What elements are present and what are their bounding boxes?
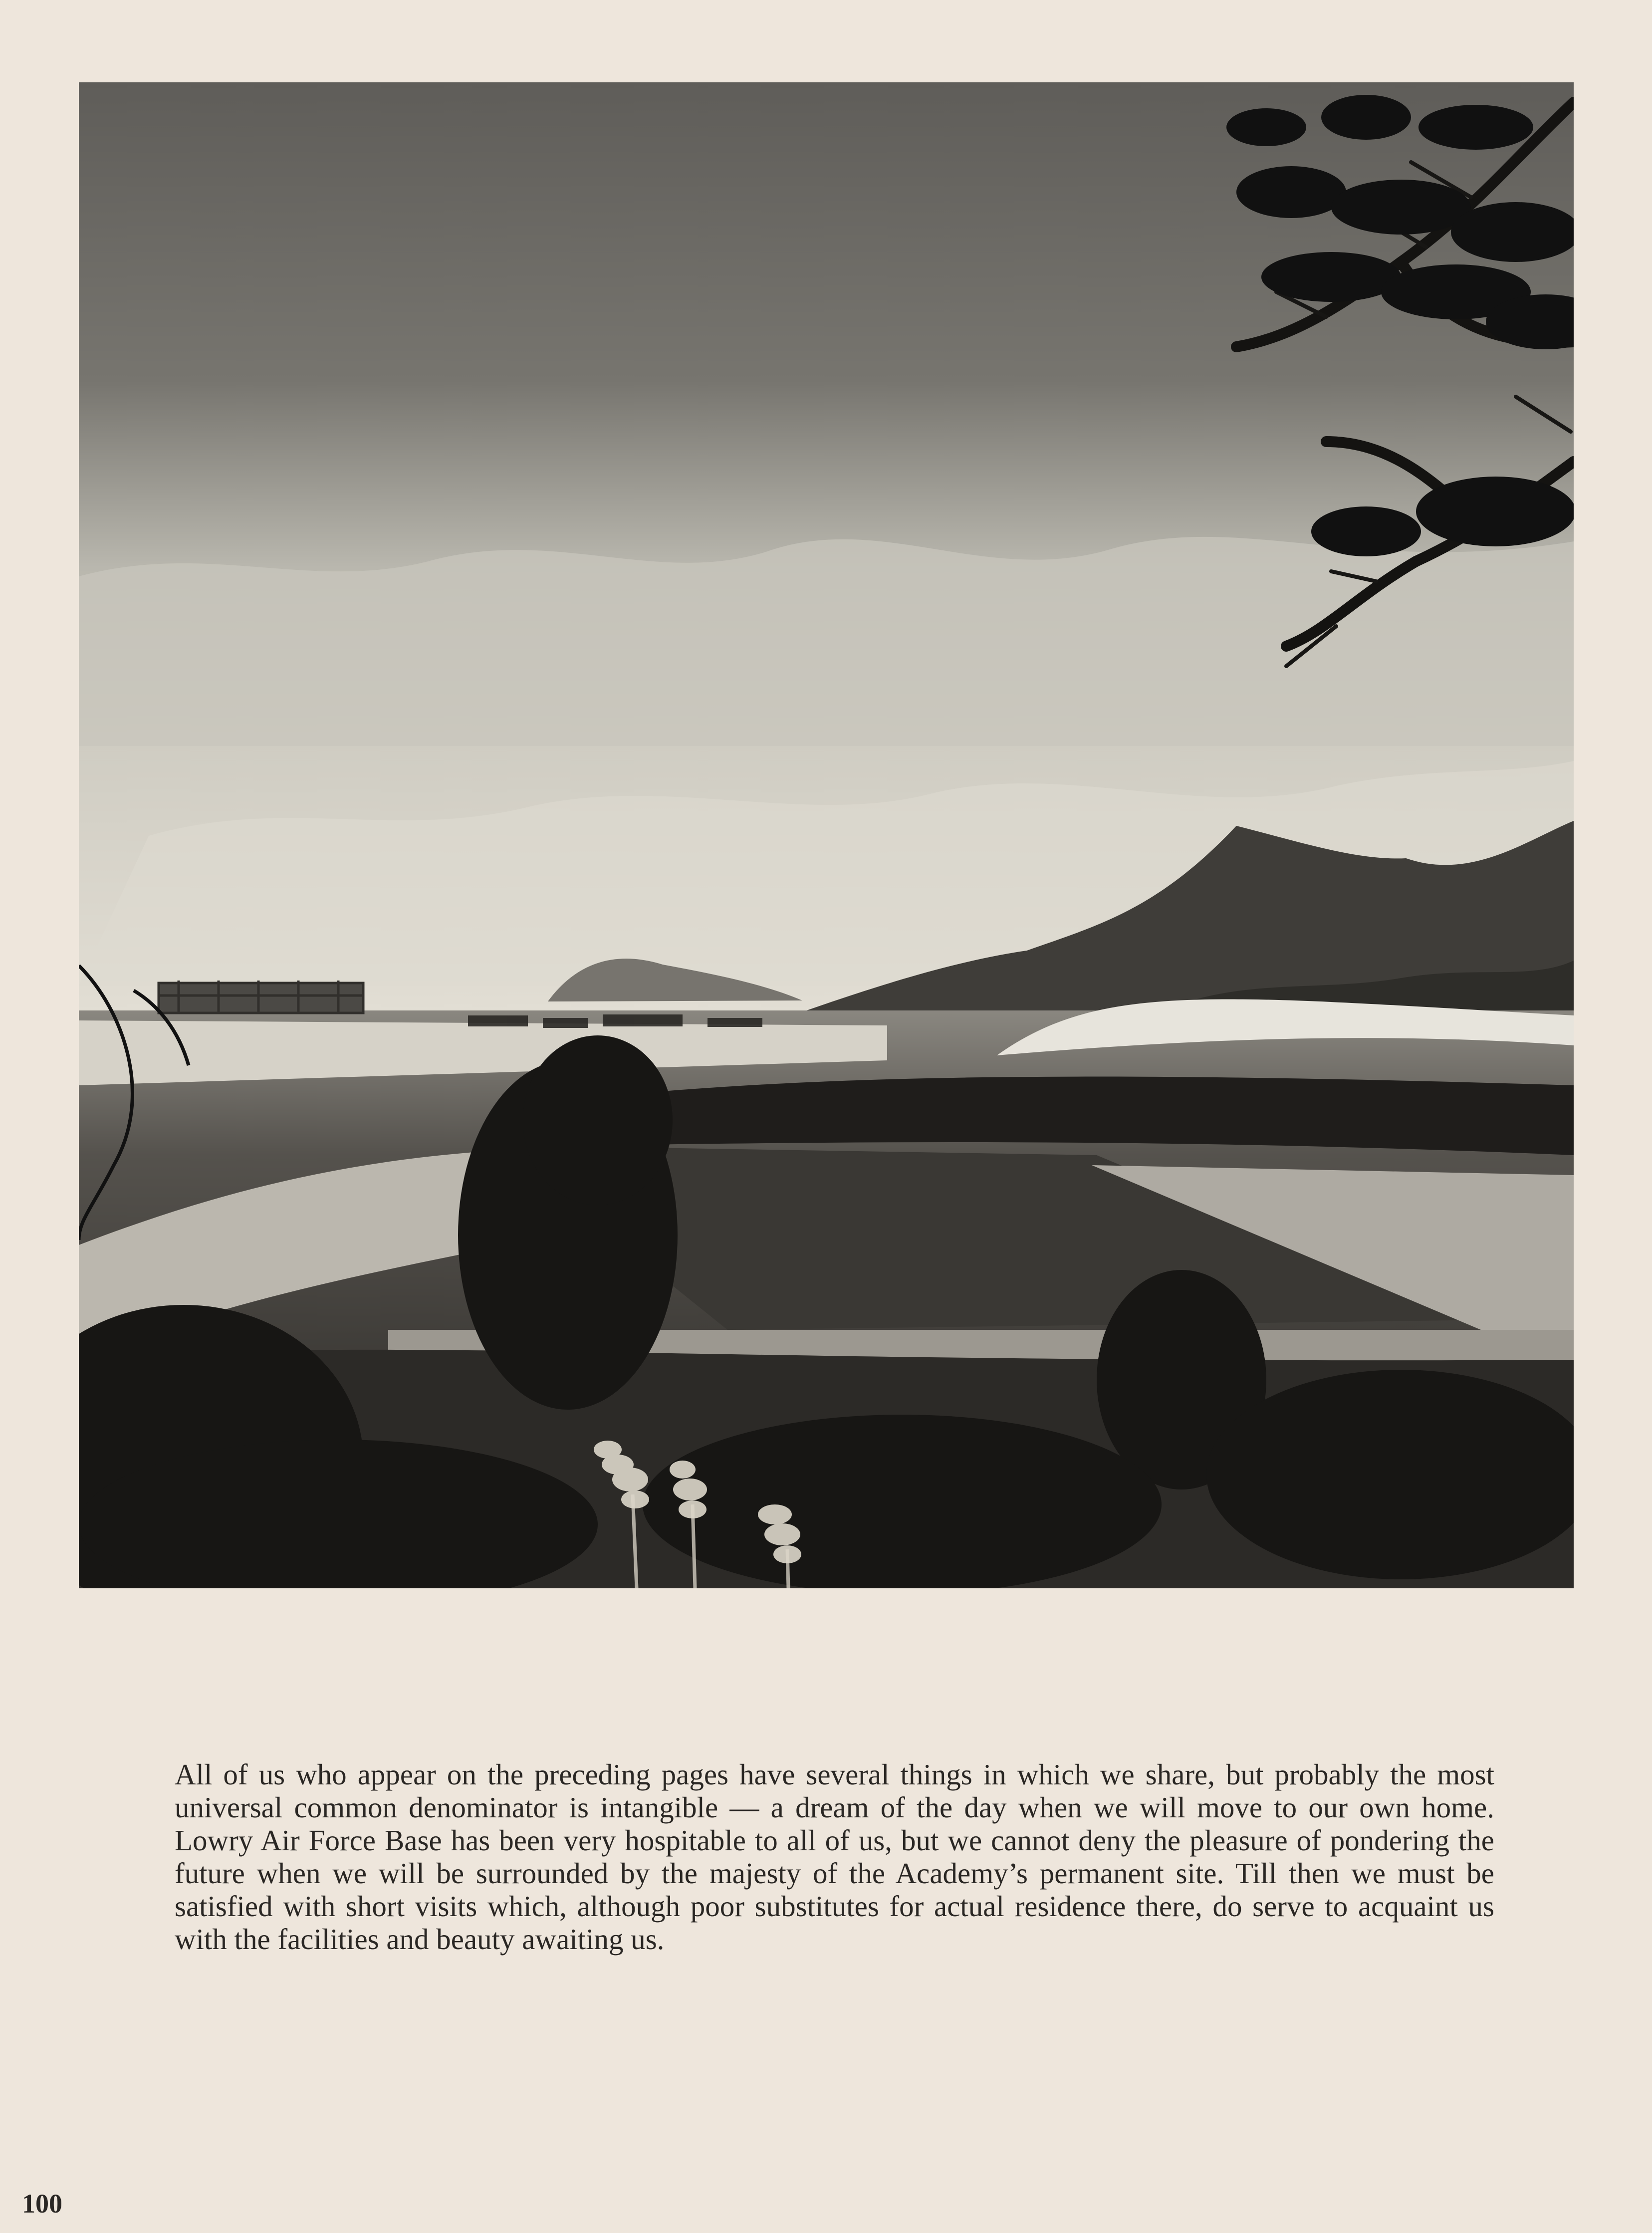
caption-paragraph: All of us who appear on the preceding pages have several things in which we share, but probably the most universal common denominator is intangible — a dream of the day when we will move to our own home. Lowry Air Force Base has been very hospitable to all of us, but we cannot deny the pleasure of pondering the future when we will be surrounded by the majesty of the Academy’s permanent site. Till then we must be satisfied with short visits which, although poor substitutes for actual residence there, do serve to acquaint us with the facilities and beauty awaiting us.: [175, 1758, 1494, 1956]
landscape-photograph: [79, 82, 1574, 1588]
page-number: 100: [22, 2189, 62, 2219]
photograph-illustration: [79, 82, 1574, 1588]
